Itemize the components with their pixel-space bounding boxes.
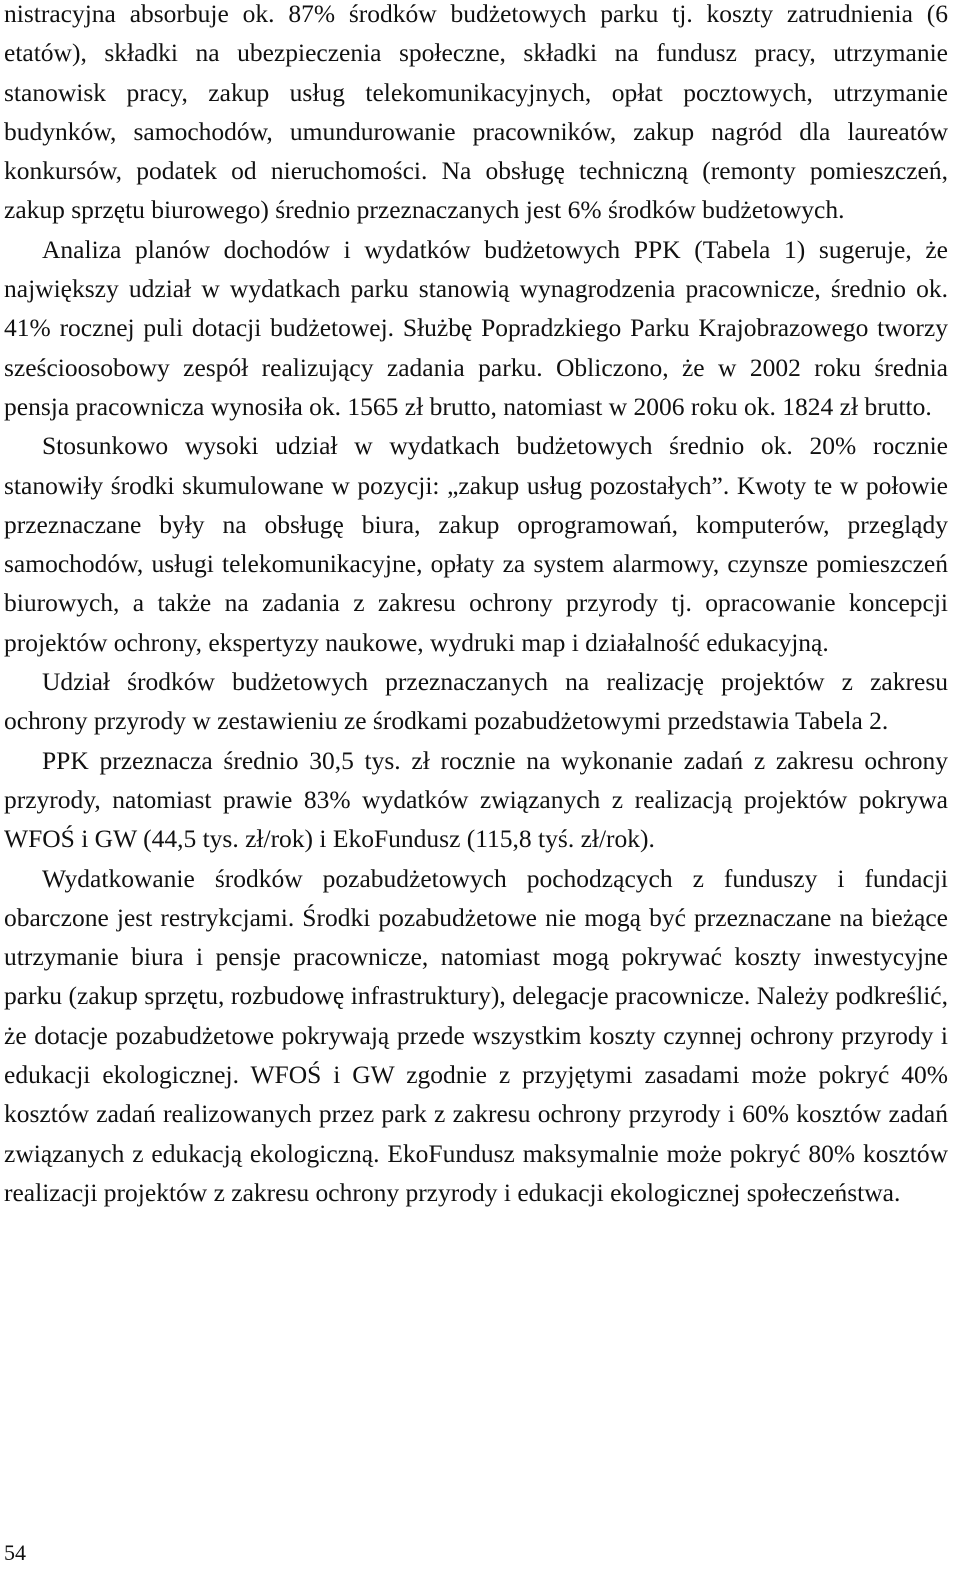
- paragraph-6: Wydatkowanie środków pozabudżetowych pochodzących z funduszy i fundacji obarczone jest restrykcjami. Środki pozabudżetowe nie mogą być przeznaczane na bieżące utrzymanie biura i pensje pracownicze, natomiast mogą pokrywać koszty inwestycyjne parku (zakup sprzętu, rozbudowę infrastruktury), delegacje pracownicze. Należy podkreślić, że dotacje pozabudżetowe pokrywają przede wszystkim koszty czynnej ochrony przyrody i edukacji ekologicznej. WFOŚ i GW zgodnie z przyjętymi zasadami może pokryć 40% kosztów zadań realizowanych przez park z zakresu ochrony przyrody i 60% kosztów zadań związanych z edukacją ekologiczną. EkoFundusz maksymalnie może pokryć 80% kosztów realizacji projektów z zakresu ochrony przyrody i edukacji ekologicznej społeczeństwa.: [4, 863, 948, 1207]
- paragraph-3: Stosunkowo wysoki udział w wydatkach budżetowych średnio ok. 20% rocznie stanowiły środki skumulowane w pozycji: „zakup usług pozostałych”. Kwoty te w połowie przeznaczane były na obsługę biura, zakup oprogramowań, komputerów, przeglądy samochodów, usługi telekomunikacyjne, opłaty za system alarmowy, czynsze pomieszczeń biurowych, a także na zadania z zakresu ochrony przyrody tj. opracowanie koncepcji projektów ochrony, ekspertyzy naukowe, wydruki map i działalność edukacyjną.: [4, 431, 948, 657]
- page-number: 54: [4, 1540, 26, 1565]
- body-text: [4, 0, 948, 1212]
- paragraph-5: PPK przeznacza średnio 30,5 tys. zł rocznie na wykonanie zadań z zakresu ochrony przyrody, natomiast prawie 83% wydatków związanych z realizacją projektów pokrywa WFOŚ i GW (44,5 tys. zł/rok) i EkoFundusz (115,8 tyś. zł/rok).: [4, 745, 948, 854]
- paragraph-2: Analiza planów dochodów i wydatków budżetowych PPK (Tabela 1) sugeruje, że największy udział w wydatkach parku stanowią wynagrodzenia pracownicze, średnio ok. 41% rocznej puli dotacji budżetowej. Służbę Popradzkiego Parku Krajobrazowego tworzy sześcioosobowy zespół realizujący zadania parku. Obliczono, że w 2002 roku średnia pensja pracownicza wynosiła ok. 1565 zł brutto, natomiast w 2006 roku ok. 1824 zł brutto.: [4, 234, 948, 421]
- paragraph-1: nistracyjna absorbuje ok. 87% środków budżetowych parku tj. koszty zatrudnienia (6 etatów), składki na ubezpieczenia społeczne, składki na fundusz pracy, utrzymanie stanowisk pracy, zakup usług telekomunikacyjnych, opłat pocztowych, utrzymanie budynków, samochodów, umundurowanie pracowników, zakup nagród dla laureatów konkursów, podatek od nieruchomości. Na obsługę techniczną (remonty pomieszczeń, zakup sprzętu biurowego) średnio przeznaczanych jest 6% środków budżetowych.: [4, 0, 948, 225]
- paragraph-4: Udział środków budżetowych przeznaczanych na realizację projektów z zakresu ochrony przyrody w zestawieniu ze środkami pozabudżetowymi przedstawia Tabela 2.: [4, 667, 948, 736]
